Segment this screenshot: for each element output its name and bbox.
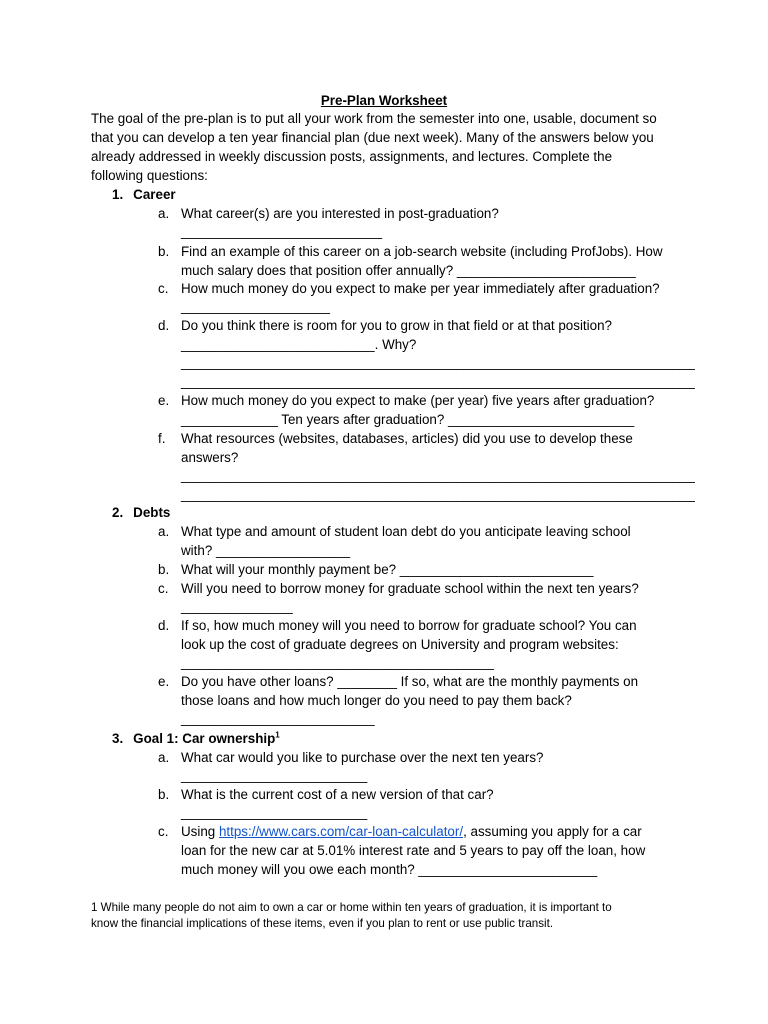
item-marker: b.	[158, 244, 170, 259]
answer-blank[interactable]: _________________________	[181, 768, 368, 783]
item-marker: a.	[158, 206, 170, 221]
answer-blank[interactable]: __________________________________________	[181, 655, 494, 670]
question-text-with-blank[interactable]: with? __________________	[181, 543, 351, 558]
section-number: 2.	[112, 505, 124, 520]
answer-blank[interactable]: _______________	[181, 599, 293, 614]
question-text: If so, how much money will you need to borrow for graduate school? You can	[181, 618, 637, 633]
footnote-text: know the financial implications of these items, even if you plan to rent or use public transit.	[91, 917, 554, 930]
item-marker: b.	[158, 787, 170, 802]
question-text: Will you need to borrow money for graduate school within the next ten years?	[181, 581, 639, 596]
question-text: Using	[181, 824, 219, 839]
question-text: What is the current cost of a new version of that car?	[181, 787, 494, 802]
answer-blank[interactable]: _____________________________________________________________________	[181, 374, 695, 389]
answer-blank[interactable]: _________________________	[181, 805, 368, 820]
section-label: Career	[133, 187, 176, 202]
item-marker: e.	[158, 674, 170, 689]
question-text: answers?	[181, 450, 239, 465]
question-text: look up the cost of graduate degrees on University and program websites:	[181, 637, 619, 652]
item-marker: b.	[158, 562, 170, 577]
question-text: Find an example of this career on a job-search website (including ProfJobs). How	[181, 244, 663, 259]
page-title: Pre-Plan Worksheet	[320, 93, 448, 108]
question-text: loan for the new car at 5.01% interest rate and 5 years to pay off the loan, how	[181, 843, 646, 858]
intro-line: The goal of the pre-plan is to put all your work from the semester into one, usable, document so	[91, 111, 657, 126]
section-number: 1.	[112, 187, 124, 202]
answer-blank[interactable]: __________________________	[181, 711, 375, 726]
section-number: 3.	[112, 731, 124, 746]
answer-blank[interactable]: _____________________________________________________________________	[181, 487, 695, 502]
item-marker: e.	[158, 393, 170, 408]
footnote-reference[interactable]: 1	[275, 730, 280, 740]
item-marker: c.	[158, 824, 169, 839]
item-marker: d.	[158, 618, 170, 633]
intro-line: already addressed in weekly discussion posts, assignments, and lectures. Complete the	[91, 149, 613, 164]
answer-blank[interactable]: _____________________________________________________________________	[181, 468, 695, 483]
question-text: How much money do you expect to make (per year) five years after graduation?	[181, 393, 655, 408]
question-text-with-link	[181, 824, 642, 840]
car-loan-calculator-link[interactable]: https://www.cars.com/car-loan-calculator/	[218, 824, 464, 839]
question-text: What type and amount of student loan debt do you anticipate leaving school	[181, 524, 631, 539]
question-text: What career(s) are you interested in post-graduation?	[181, 206, 499, 221]
item-marker: f.	[158, 431, 166, 446]
question-text-with-blank[interactable]: _____________ Ten years after graduation? _________________________	[181, 412, 635, 427]
question-text-with-blank[interactable]: __________________________. Why?	[181, 337, 417, 352]
question-text-with-blank[interactable]: much salary does that position offer annually? ________________________	[181, 263, 636, 278]
section-label: Goal 1: Car ownership	[133, 731, 276, 746]
item-marker: c.	[158, 281, 169, 296]
question-text-with-blank[interactable]: What will your monthly payment be? __________________________	[181, 562, 594, 577]
section-heading-career	[112, 187, 176, 203]
question-text: Do you think there is room for you to grow in that field or at that position?	[181, 318, 612, 333]
question-text: those loans and how much longer do you need to pay them back?	[181, 693, 572, 708]
item-marker: a.	[158, 750, 170, 765]
question-text-with-blank[interactable]: much money will you owe each month? ________________________	[181, 862, 598, 877]
question-text: What resources (websites, databases, articles) did you use to develop these	[181, 431, 633, 446]
item-marker: a.	[158, 524, 170, 539]
footnote-text: 1 While many people do not aim to own a car or home within ten years of graduation, it is important to	[91, 901, 612, 914]
question-text-with-blank[interactable]: Do you have other loans? ________ If so, what are the monthly payments on	[181, 674, 639, 689]
question-text: How much money do you expect to make per year immediately after graduation?	[181, 281, 660, 296]
section-label: Debts	[133, 505, 171, 520]
section-heading-car-ownership	[112, 731, 280, 747]
answer-blank[interactable]: ___________________________	[181, 224, 383, 239]
item-marker: d.	[158, 318, 170, 333]
intro-line: that you can develop a ten year financial plan (due next week). Many of the answers below you	[91, 130, 654, 145]
intro-line: following questions:	[91, 168, 208, 183]
question-text: What car would you like to purchase over the next ten years?	[181, 750, 544, 765]
answer-blank[interactable]: _____________________________________________________________________	[181, 355, 695, 370]
question-text: , assuming you apply for a car	[463, 824, 642, 839]
answer-blank[interactable]: ____________________	[181, 299, 330, 314]
section-heading-debts	[112, 505, 170, 521]
item-marker: c.	[158, 581, 169, 596]
